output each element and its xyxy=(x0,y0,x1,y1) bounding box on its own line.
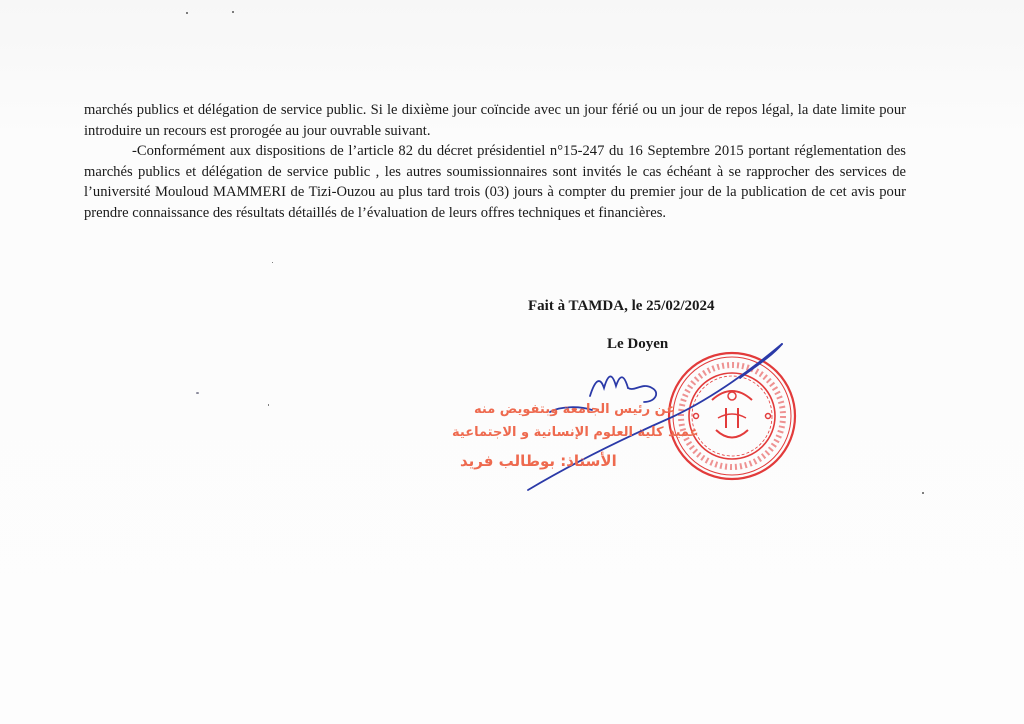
paragraph-article-82: -Conformément aux dispositions de l’article 82 du décret présidentiel n°15-247 du 16 Septembre 2015 portant réglementation des marchés publics et délégation de service public , les autres soumissionnaires sont invités le cas échéant à se rapprocher des services de l’université Mouloud MAMMERI de Tizi-Ouzou au plus tard trois (03) jours à compter du premier jour de la publication de cet avis pour prendre connaissance des résultats détaillés de l’évaluation de leurs offres techniques et financières. xyxy=(84,143,906,221)
stamp-line-1: عن رئيس الجامعة وبتفويض منه xyxy=(474,402,676,417)
stamp-and-signature xyxy=(430,330,830,510)
signatory-title: Le Doyen xyxy=(607,336,669,352)
official-seal-icon xyxy=(430,330,830,510)
stamp-line-3: الأستاذ: بوطالب فريد xyxy=(460,452,617,470)
stamp-line-2: عميد كلية العلوم الإنسانية و الاجتماعية xyxy=(452,425,699,440)
scan-speck xyxy=(186,12,188,14)
body-text xyxy=(84,100,906,223)
scan-speck xyxy=(196,392,199,394)
scan-speck xyxy=(922,492,924,494)
scan-speck xyxy=(268,404,269,406)
place-and-date: Fait à TAMDA, le 25/02/2024 xyxy=(528,298,715,314)
paragraph-continuation: marchés publics et délégation de service public. Si le dixième jour coïncide avec un jour férié ou un jour de repos légal, la date limite pour introduire un recours est prorogée au jour ouvrable suivant. xyxy=(84,102,906,139)
scan-speck xyxy=(272,262,273,263)
scan-speck xyxy=(232,11,234,13)
